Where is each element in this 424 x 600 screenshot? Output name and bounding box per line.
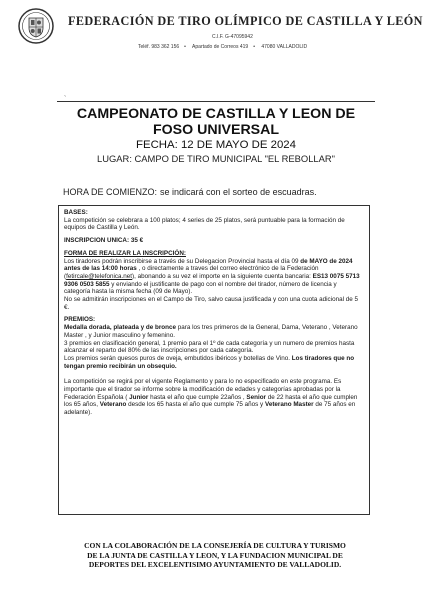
start-time-value: se indicará con el sorteo de escuadras. <box>160 187 317 197</box>
federation-crest-logo <box>18 8 54 44</box>
inscription-text-d: y enviando el justificante de pago con el nombre del tirador, número de licencia y categoría hasta la misma fecha (09 de Mayo). <box>64 280 337 296</box>
postal-city: 47080 VALLADOLID <box>261 44 308 50</box>
late-inscription-note: No se admitirán inscripciones en el Campo de Tiro, salvo causa justificada y con una cuota adicional de 5 €. <box>64 296 359 311</box>
start-time-line <box>63 187 317 197</box>
federation-email-link[interactable]: fetircale@telefonica.net <box>66 272 133 280</box>
category-senior: Senior <box>246 393 266 401</box>
inscription-text-c: ), abonando a su vez el importe en la siguiente cuenta bancaria: <box>132 272 313 280</box>
regulation-e: de 75 años en adelante). <box>64 401 356 417</box>
collaboration-footer <box>40 541 390 570</box>
regulation-b: hasta el año que cumple 22años , <box>148 393 247 401</box>
federation-title: FEDERACIÓN DE TIRO OLÍMPICO DE CASTILLA Y LEÓN <box>68 14 423 28</box>
start-time-label: HORA DE COMIENZO: <box>63 187 158 197</box>
regulation-a: La competición se regirá por el vigente Reglamento y para lo no especificado en este programa. Es importante que el tirador se informe sobre la modificación de edades y categorías aprobadas por la Federación Española ( <box>64 378 342 401</box>
inscription-text <box>64 258 364 297</box>
event-title-block <box>57 101 375 170</box>
category-veterano: Veterano <box>99 401 127 409</box>
prizes-items <box>64 355 364 370</box>
inscription-fee: INSCRIPCION UNICA: 35 € <box>64 237 144 245</box>
event-date: FECHA: 12 DE MAYO DE 2024 <box>136 139 296 151</box>
prizes-heading: PREMIOS: <box>64 316 96 324</box>
footer-line1: CON LA COLABORACIÓN DE LA CONSEJERÍA DE CULTURA Y TURISMO <box>84 541 346 550</box>
inscription-text-b: , o directamente a traves del correo electrónico de la Federación ( <box>64 265 319 280</box>
cif-number: C.I.F. G-47095942 <box>212 34 253 40</box>
event-title <box>57 107 375 138</box>
inscription-heading: FORMA DE REALIZAR LA INSCRIPCIÓN: <box>64 249 186 257</box>
contact-line <box>138 44 312 50</box>
medals-categories: para los tres primeros de la General, Dama, Veterano , Veterano Master , y Junior masculino y femenino. <box>64 324 358 339</box>
postal-box: Apartado de Correos 419 <box>192 44 249 50</box>
regulation-text <box>64 378 364 417</box>
letterhead <box>18 8 423 50</box>
footer-line2: DE LA JUNTA DE CASTILLA Y LEON, Y LA FUNDACION MUNICIPAL DE <box>87 550 343 560</box>
bases-text: La competición se celebrara a 100 platos; 4 series de 25 platos, será puntuable para la formación de equipos de Castilla y León. <box>64 216 345 232</box>
category-veterano-master: Veterano Master <box>264 401 314 409</box>
category-junior: Junior <box>129 393 149 401</box>
stray-mark: ` <box>64 96 67 103</box>
separator-dot: • <box>184 44 186 50</box>
inscription-deadline: de MAYO de 2024 antes de las 14:00 horas <box>64 257 353 273</box>
medals-text: Medalla dorada, plateada y de bronce <box>64 324 176 332</box>
bank-account-number: ES13 0075 5713 9306 0503 5855 <box>64 272 360 288</box>
event-title-line2: FOSO UNIVERSAL <box>152 121 280 138</box>
event-title-line1: CAMPEONATO DE CASTILLA Y LEON DE <box>76 106 356 122</box>
prizes-items-text: Los premios serán quesos puros de oveja, embutidos ibéricos y botellas de Vino. <box>64 354 292 362</box>
footer-line3: DEPORTES DEL EXCELENTISIMO AYUNTAMIENTO DE VALLADOLID. <box>88 560 342 569</box>
phone-number: Teléf. 983 362 156 <box>138 44 180 50</box>
info-box <box>58 205 370 515</box>
regulation-d: desde los 65 hasta el año que cumple 75 años y <box>126 401 265 409</box>
gift-note: Los tiradores que no tengan premio recibirán un obsequio. <box>64 354 355 370</box>
prizes-distribution: 3 premios en clasificación general, 1 premio para el 1º de cada categoría y un numero de premios hasta alcanzar el reparto del 80% de las inscripciones por cada categoría. <box>64 339 355 355</box>
inscription-text-a: Los tiradores podrán inscribirse a través de su Delegacion Provincial hasta el día 09 <box>64 257 301 265</box>
bases-heading: BASES: <box>64 209 88 216</box>
separator-dot: • <box>253 44 255 50</box>
regulation-c: de 22 hasta el año que cumplen los 65 años, <box>64 393 358 409</box>
prizes-text <box>64 324 364 339</box>
event-location: LUGAR: CAMPO DE TIRO MUNICIPAL "EL REBOLLAR" <box>97 153 335 164</box>
